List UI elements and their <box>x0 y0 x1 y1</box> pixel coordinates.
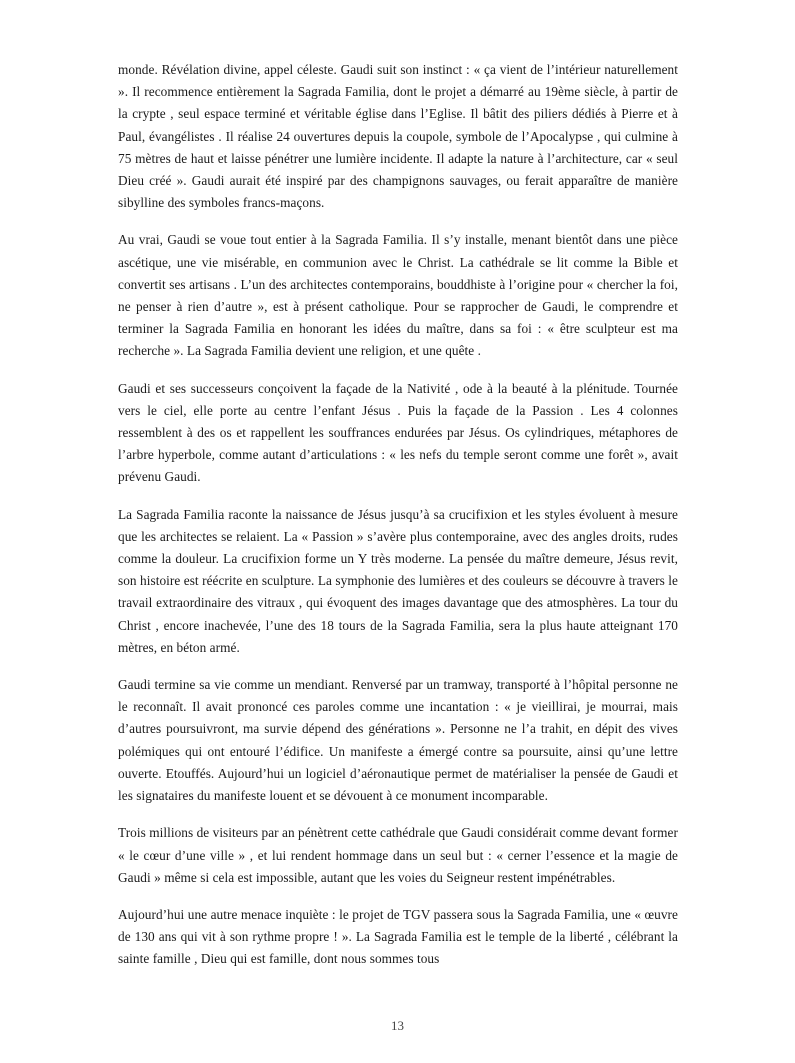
paragraph-7: Aujourd’hui une autre menace inquiète : le projet de TGV passera sous la Sagrada Familia, une « œuvre de 130 ans qui vit à son rythme propre ! ». La Sagrada Familia est le temple de la liberté , célébrant la sainte famille , Dieu qui est famille, dont nous sommes tous <box>118 906 678 967</box>
paragraph-1: monde. Révélation divine, appel céleste. Gaudi suit son instinct : « ça vient de l’intérieur naturellement ». Il recommence entièrement la Sagrada Familia, dont le projet a démarré au 19ème siècle, à partir de la crypte , seul espace terminé et véritable église dans l’Eglise. Il bâtit des piliers dédiés à Pierre et à Paul, évangélistes . Il réalise 24 ouvertures depuis la coupole, symbole de l’Apocalypse , qui culmine à 75 mètres de haut et laisse pénétrer une lumière incidente. Il adapte la nature à l’architecture, car « seul Dieu créé ». Gaudi aurait été inspiré par des champignons sauvages, ou ferait apparaître de manière sibylline des symboles francs-maçons. <box>118 62 678 211</box>
paragraph-3: Gaudi et ses successeurs conçoivent la façade de la Nativité , ode à la beauté à la plénitude. Tournée vers le ciel, elle porte au centre l’enfant Jésus . Puis la façade de la Passion . Les 4 colonnes ressemblent à des os et rappellent les souffrances endurées par Jésus. Os cylindriques, métaphores de l’arbre hyperbole, comme autant d’articulations : « les nefs du temple seront comme une forêt », avait prévenu Gaudi. <box>118 380 678 485</box>
paragraph-5: Gaudi termine sa vie comme un mendiant. Renversé par un tramway, transporté à l’hôpital personne ne le reconnaît. Il avait prononcé ces paroles comme une incantation : « je vieillirai, je mourrai, mais d’autres poursuivront, ma survie dépend des générations ». Personne ne l’a trahit, en dépit des vives polémiques qui ont entouré l’édifice. Un manifeste a émergé contre sa poursuite, ainsi qu’une lettre ouverte. Etouffés. Aujourd’hui un logiciel d’aéronautique permet de matérialiser la pensée de Gaudi et les signataires du manifeste louent et se dévouent à ce monument incomparable. <box>118 677 678 804</box>
page-number: 13 <box>391 1018 404 1033</box>
paragraph-2: Au vrai, Gaudi se voue tout entier à la Sagrada Familia. Il s’y installe, menant bientôt dans une pièce ascétique, une vie misérable, en communion avec le Christ. La cathédrale se lit comme la Bible et convertit ses artisans . L’un des architectes contemporains, bouddhiste à l’origine pour « chercher la foi, ne penser à rien d’autre », est à présent catholique. Pour se rapprocher de Gaudi, le comprendre et terminer la Sagrada Familia en honorant les idées du maître, dans sa foi : « être sculpteur est ma recherche ». La Sagrada Familia devient une religion, et une quête . <box>118 232 678 359</box>
body-text <box>118 59 678 986</box>
paragraph-4: La Sagrada Familia raconte la naissance de Jésus jusqu’à sa crucifixion et les styles évoluent à mesure que les architectes se relaient. La « Passion » s’avère plus contemporaine, avec des angles droits, rudes comme la douleur. La crucifixion forme un Y très moderne. La pensée du maître demeure, Jésus revit, son histoire est réécrite en sculpture. La symphonie des lumières et des couleurs se découvre à travers le travail extraordinaire des vitraux , qui évoquent des images davantage que des atmosphères. La tour du Christ , encore inachevée, l’une des 18 tours de la Sagrada Familia, sera la plus haute atteignant 170 mètres, en béton armé. <box>118 506 678 655</box>
paragraph-6: Trois millions de visiteurs par an pénètrent cette cathédrale que Gaudi considérait comme devant former « le cœur d’une ville » , et lui rendent hommage dans un seul but : « cerner l’essence et la magie de Gaudi » même si cela est impossible, autant que les voies du Seigneur restent impénétrables. <box>118 825 678 885</box>
